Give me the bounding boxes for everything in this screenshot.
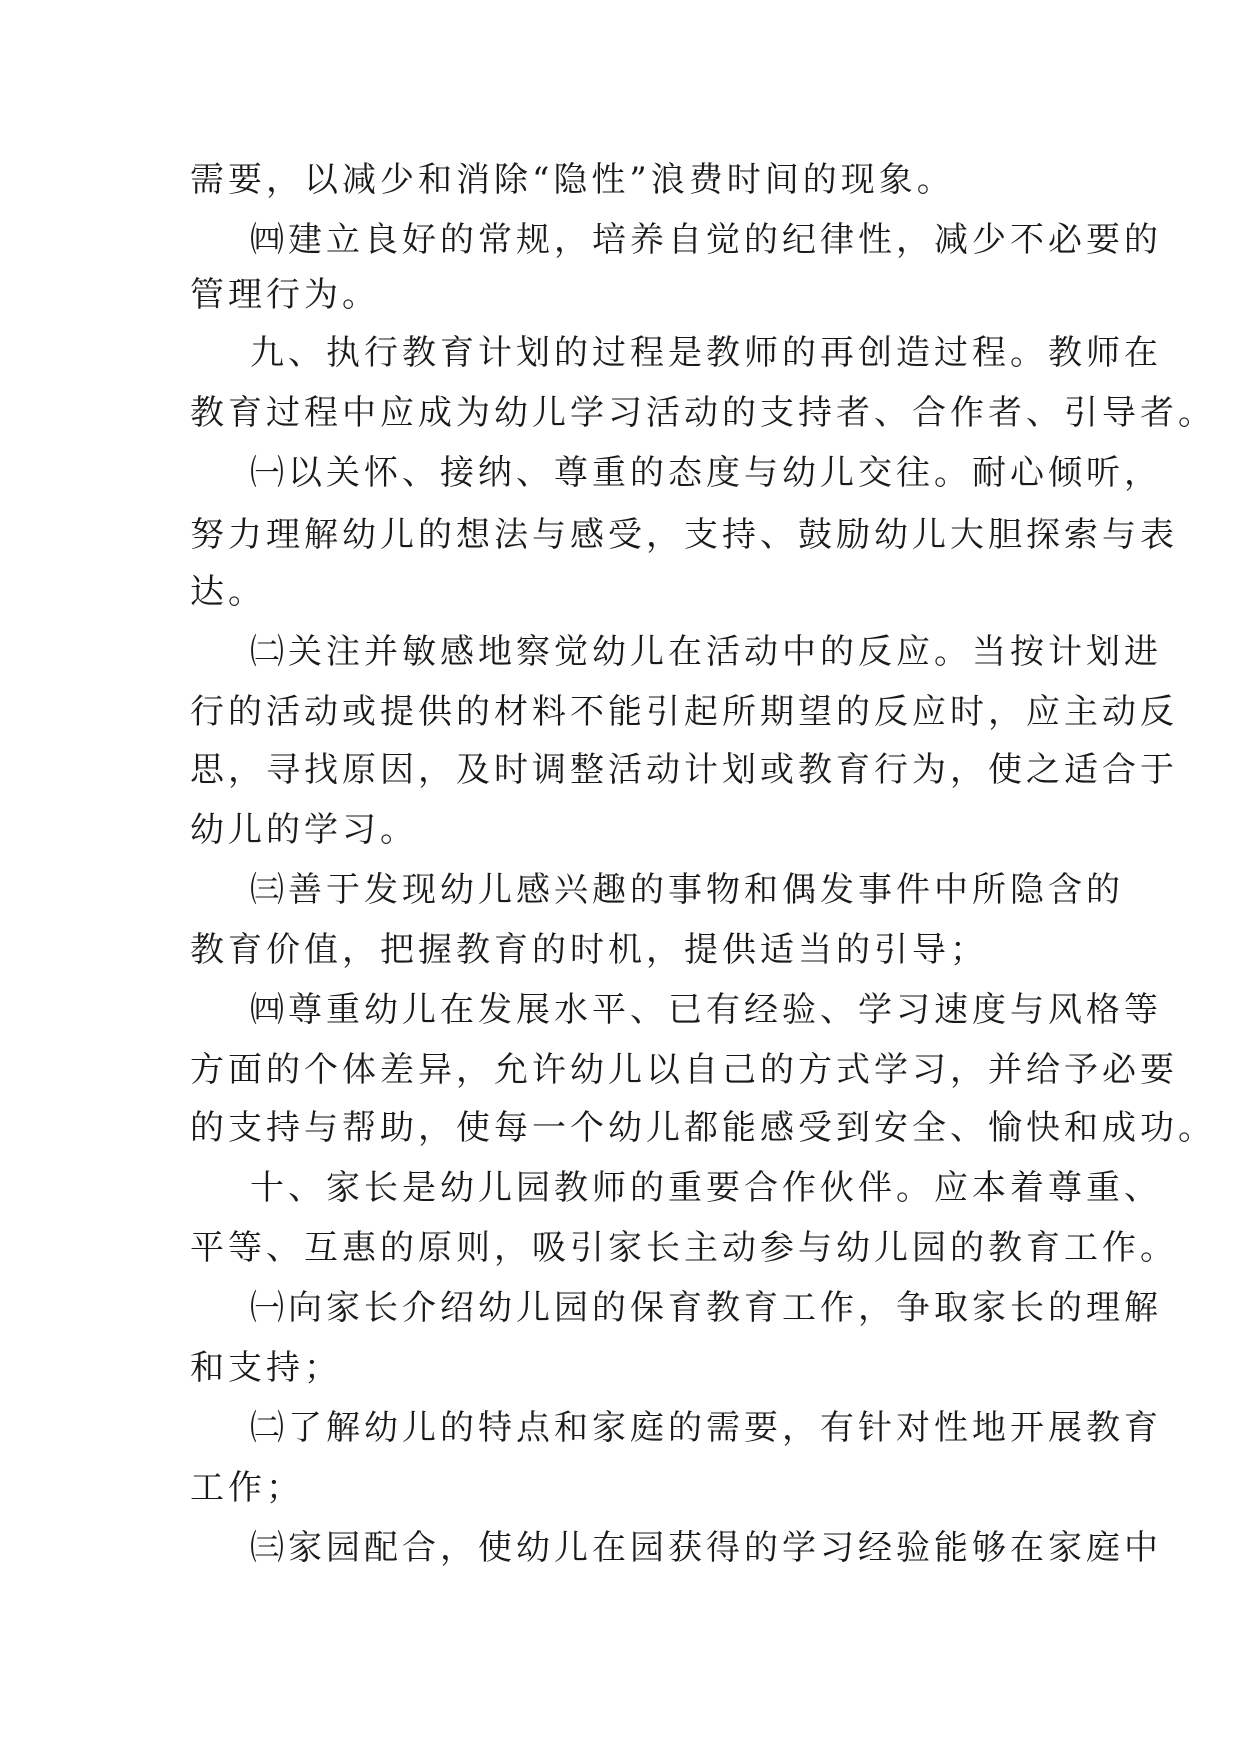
text-line: ㈠向家长介绍幼儿园的保育教育工作，争取家长的理解 <box>250 1288 1162 1328</box>
text-line: 管理行为。 <box>190 275 380 315</box>
text-line: 思，寻找原因，及时调整活动计划或教育行为，使之适合于 <box>190 750 1178 790</box>
text-line: 达。 <box>190 572 266 612</box>
text-line: 九、执行教育计划的过程是教师的再创造过程。教师在 <box>250 333 1162 373</box>
text-line: ㈠以关怀、接纳、尊重的态度与幼儿交往。耐心倾听， <box>250 453 1162 493</box>
text-line: 需要，以减少和消除“隐性”浪费时间的现象。 <box>190 160 955 200</box>
text-line: ㈢家园配合，使幼儿在园获得的学习经验能够在家庭中 <box>250 1528 1162 1568</box>
text-line: ㈡关注并敏感地察觉幼儿在活动中的反应。当按计划进 <box>250 632 1162 672</box>
text-line: 努力理解幼儿的想法与感受，支持、鼓励幼儿大胆探索与表 <box>190 515 1178 555</box>
text-line: 工作； <box>190 1468 304 1508</box>
text-line: 教育过程中应成为幼儿学习活动的支持者、合作者、引导者。 <box>190 393 1216 433</box>
text-line: ㈣尊重幼儿在发展水平、已有经验、学习速度与风格等 <box>250 990 1162 1030</box>
text-line: ㈡了解幼儿的特点和家庭的需要，有针对性地开展教育 <box>250 1408 1162 1448</box>
text-line: 幼儿的学习。 <box>190 810 418 850</box>
text-line: 教育价值，把握教育的时机，提供适当的引导； <box>190 930 988 970</box>
text-line: ㈣建立良好的常规，培养自觉的纪律性，减少不必要的 <box>250 220 1162 260</box>
text-line: 方面的个体差异，允许幼儿以自己的方式学习，并给予必要 <box>190 1050 1178 1090</box>
text-line: 十、家长是幼儿园教师的重要合作伙伴。应本着尊重、 <box>250 1168 1162 1208</box>
text-line: 和支持； <box>190 1348 342 1388</box>
text-line: 行的活动或提供的材料不能引起所期望的反应时，应主动反 <box>190 692 1178 732</box>
text-line: ㈢善于发现幼儿感兴趣的事物和偶发事件中所隐含的 <box>250 870 1124 910</box>
text-line: 的支持与帮助，使每一个幼儿都能感受到安全、愉快和成功。 <box>190 1108 1216 1148</box>
text-line: 平等、互惠的原则，吸引家长主动参与幼儿园的教育工作。 <box>190 1228 1178 1268</box>
